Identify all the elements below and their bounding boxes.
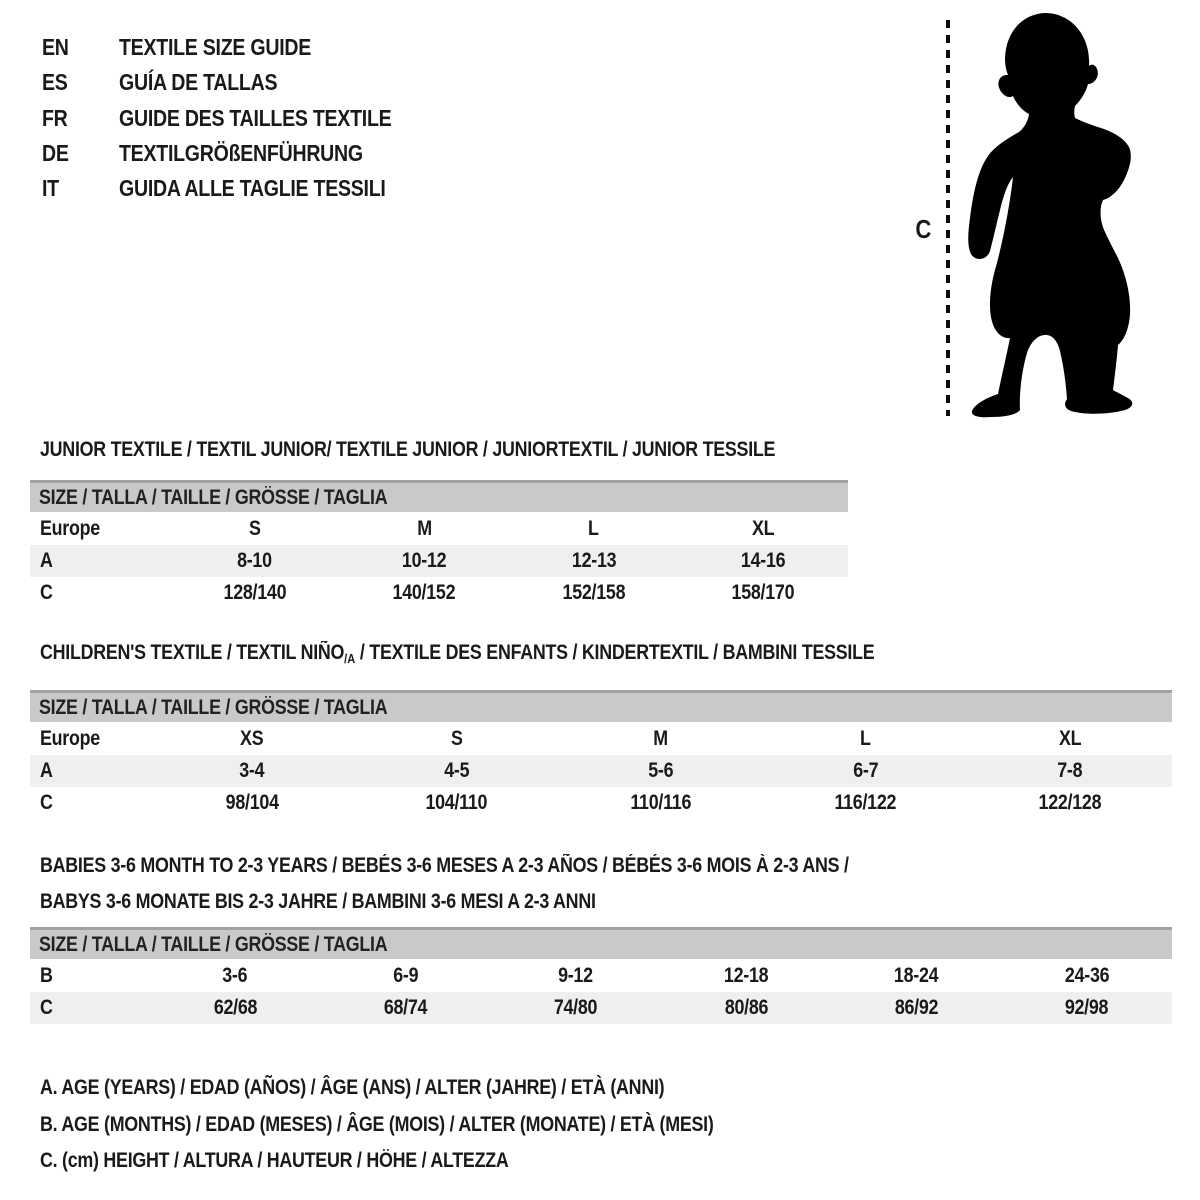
size-header-bar: SIZE / TALLA / TAILLE / GRÖSSE / TAGLIA — [30, 480, 848, 512]
table-cell: 122/128 — [1038, 791, 1102, 814]
language-list — [42, 30, 440, 206]
table-row — [30, 577, 848, 609]
measurement-legend — [40, 1070, 832, 1180]
language-row-es — [42, 65, 440, 100]
language-row-de — [42, 136, 440, 171]
language-code: EN — [42, 34, 69, 61]
table-cell: 10-12 — [402, 549, 447, 572]
table-row — [30, 755, 1172, 787]
table-cell: 116/122 — [834, 791, 897, 814]
row-label: B — [40, 963, 53, 987]
table-cell: 3-6 — [222, 963, 248, 987]
table-cell: 9-12 — [558, 963, 594, 987]
table-cell: L — [860, 726, 871, 750]
table-row — [30, 545, 848, 577]
table-cell: 158/170 — [731, 581, 795, 604]
table-cell: XL — [752, 516, 775, 540]
table-cell: S — [248, 516, 261, 540]
table-cell: 140/152 — [392, 581, 456, 604]
table-cell: 128/140 — [223, 581, 287, 604]
language-title: GUIDA ALLE TAGLIE TESSILI — [119, 175, 386, 202]
table-cell: 4-5 — [444, 759, 470, 782]
table-cell: 3-4 — [239, 759, 265, 782]
table-cell: 18-24 — [894, 963, 939, 987]
table-cell: 74/80 — [554, 996, 598, 1019]
language-row-it — [42, 171, 440, 206]
table-cell: 86/92 — [894, 996, 939, 1019]
table-cell: 98/104 — [225, 791, 279, 814]
junior-section-title: JUNIOR TEXTILE / TEXTIL JUNIOR/ TEXTILE JUNIOR / JUNIORTEXTIL / JUNIOR TESSILE — [40, 438, 776, 461]
height-measure-line — [946, 20, 950, 416]
table-cell: 5-6 — [648, 759, 674, 782]
row-label: A — [40, 759, 53, 782]
row-label: C — [40, 581, 53, 604]
language-title: TEXTILE SIZE GUIDE — [119, 34, 312, 61]
table-cell: XS — [240, 726, 264, 750]
row-label: Europe — [40, 516, 100, 540]
table-cell: 12-18 — [723, 963, 769, 987]
language-code: ES — [42, 69, 68, 96]
table-cell: 92/98 — [1065, 996, 1109, 1019]
table-cell: 68/74 — [383, 996, 428, 1019]
table-cell: 62/68 — [213, 996, 257, 1019]
language-row-fr — [42, 101, 440, 136]
table-row — [30, 722, 1172, 755]
babies-section-title: BABIES 3-6 MONTH TO 2-3 YEARS / BEBÉS 3-6 MESES A 2-3 AÑOS / BÉBÉS 3-6 MOIS À 2-3 ANS / BABYS 3-6 MONATE BIS 2-3 JAHRE / BAMBINI 3-6 MESI A 2-3 ANNI — [40, 854, 849, 913]
row-label: A — [40, 549, 53, 572]
table-row — [30, 959, 1172, 992]
babies-size-table — [30, 927, 1172, 1024]
table-cell: 14-16 — [741, 549, 786, 572]
junior-size-table — [30, 480, 848, 609]
language-title: GUÍA DE TALLAS — [119, 69, 278, 96]
row-label: C — [40, 996, 53, 1019]
language-row-en — [42, 30, 440, 65]
table-cell: XL — [1058, 726, 1081, 750]
table-row — [30, 787, 1172, 819]
row-label: Europe — [40, 726, 100, 750]
table-cell: 104/110 — [425, 791, 488, 814]
size-header-bar: SIZE / TALLA / TAILLE / GRÖSSE / TAGLIA — [30, 690, 1172, 722]
table-cell: 24-36 — [1064, 963, 1109, 987]
language-title: GUIDE DES TAILLES TEXTILE — [119, 104, 392, 131]
legend-line-b: B. AGE (MONTHS) / EDAD (MESES) / ÂGE (MOIS) / ALTER (MONATE) / ETÀ (MESI) — [40, 1112, 714, 1136]
row-label: C — [40, 791, 53, 814]
table-cell: 12-13 — [571, 549, 616, 572]
table-row — [30, 992, 1172, 1024]
title-subscript: /A — [344, 651, 356, 666]
table-row — [30, 512, 848, 545]
legend-line-a: A. AGE (YEARS) / EDAD (AÑOS) / ÂGE (ANS) / ALTER (JAHRE) / ETÀ (ANNI) — [40, 1076, 665, 1100]
table-cell: S — [450, 726, 463, 750]
table-cell: 6-9 — [392, 963, 419, 987]
table-cell: 7-8 — [1057, 759, 1083, 782]
table-cell: 8-10 — [237, 549, 273, 572]
children-section-title: CHILDREN'S TEXTILE / TEXTIL NIÑO/A / TEXTILE DES ENFANTS / KINDERTEXTIL / BAMBINI TESSILE — [40, 641, 875, 666]
language-code: FR — [42, 104, 68, 131]
table-cell: M — [653, 726, 669, 750]
language-code: IT — [42, 175, 59, 202]
size-header-bar: SIZE / TALLA / TAILLE / GRÖSSE / TAGLIA — [30, 927, 1172, 959]
table-cell: L — [588, 516, 600, 540]
children-size-table — [30, 690, 1172, 819]
legend-line-c: C. (cm) HEIGHT / ALTURA / HAUTEUR / HÖHE / ALTEZZA — [40, 1149, 509, 1173]
language-title: TEXTILGRÖßENFÜHRUNG — [119, 140, 363, 167]
table-cell: M — [416, 516, 432, 540]
table-cell: 80/86 — [724, 996, 768, 1019]
table-cell: 6-7 — [852, 759, 878, 782]
table-cell: 152/158 — [562, 581, 626, 604]
table-cell: 110/116 — [630, 791, 692, 814]
toddler-silhouette-icon — [965, 8, 1145, 420]
language-code: DE — [42, 140, 69, 167]
height-measure-label: C — [915, 214, 932, 244]
